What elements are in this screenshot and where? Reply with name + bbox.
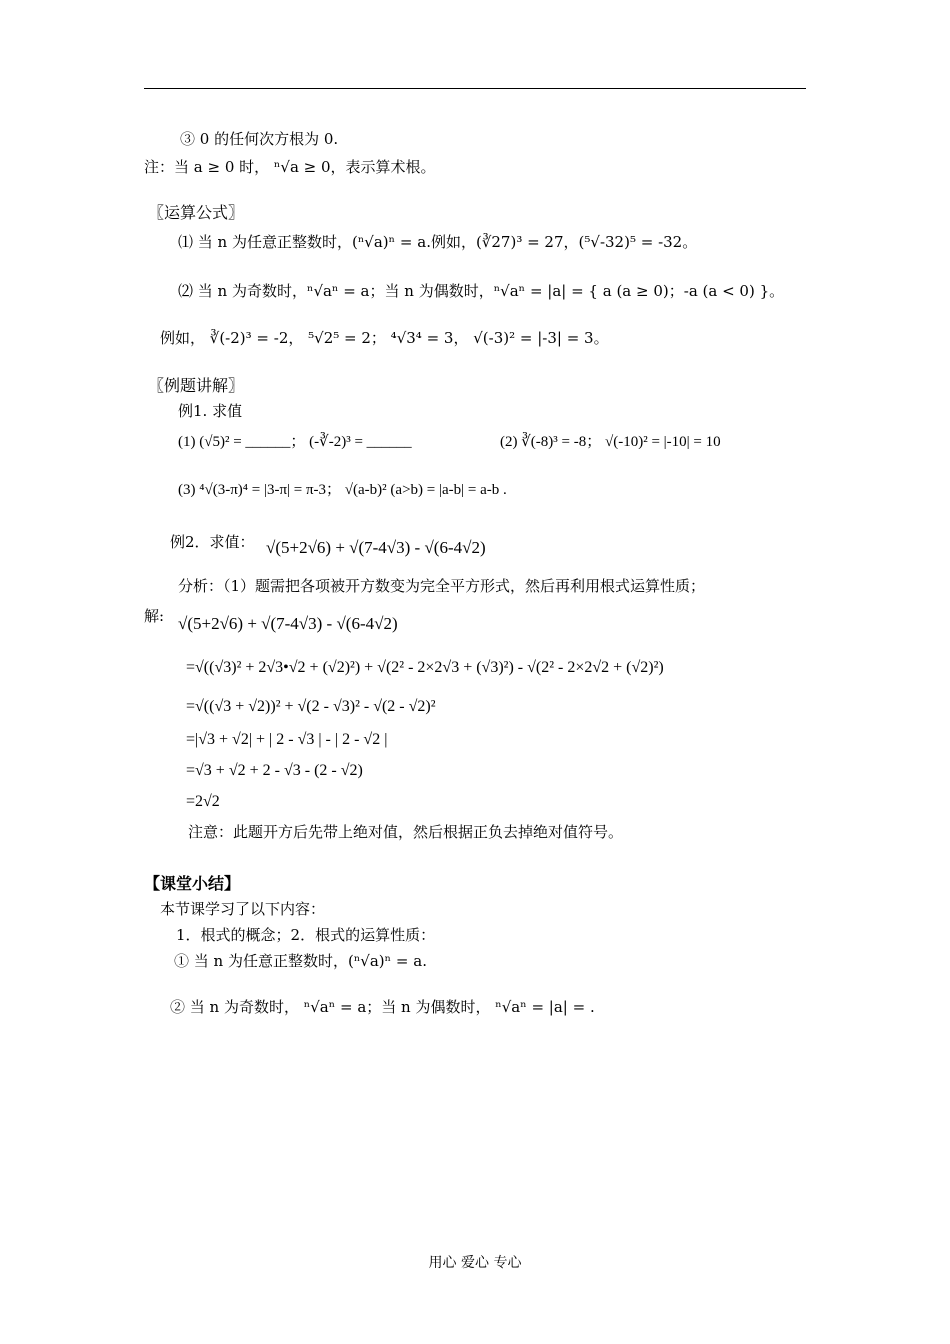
summary-rule-2: ② 当 n 为奇数时， ⁿ√aⁿ = a；当 n 为偶数时， ⁿ√aⁿ = |a| = . (170, 998, 595, 1016)
solution-step-1: =√((√3)² + 2√3•√2 + (√2)²) + √(2² - 2×2√3 + (√3)²) - √(2² - 2×2√2 + (√2)²) (186, 659, 664, 676)
line-zero-root: ③ 0 的任何次方根为 0. (180, 130, 339, 148)
line-note-arithmetic-root: 注：当 a ≥ 0 时， ⁿ√a ≥ 0，表示算术根。 (144, 158, 436, 176)
solution-step-5: =2√2 (186, 793, 220, 810)
heading-summary: 【课堂小结】 (144, 874, 241, 893)
summary-topics: 1．根式的概念；2．根式的运算性质： (176, 926, 436, 944)
note-text: 注意：此题开方后先带上绝对值，然后根据正负去掉绝对值符号。 (188, 823, 624, 841)
example-1-part-3: (3) ⁴√(3-π)⁴ = |3-π| = π-3； √(a-b)² (a>b) = |a-b| = a-b . (178, 482, 507, 498)
summary-rule-1: ① 当 n 为任意正整数时，(ⁿ√a)ⁿ = a. (174, 952, 427, 970)
formula-examples: 例如， ∛(-2)³ = -2， ⁵√2⁵ = 2； ⁴√3⁴ = 3， √(-3)² = |-3| = 3。 (160, 329, 609, 347)
example-1-part-2: (2) ∛(-8)³ = -8； √(-10)² = |-10| = 10 (500, 434, 721, 450)
formula-1: ⑴ 当 n 为任意正整数时，(ⁿ√a)ⁿ = a.例如，(∛27)³ = 27，(⁵√-32)⁵ = -32。 (178, 233, 698, 251)
summary-intro: 本节课学习了以下内容： (160, 900, 326, 918)
solution-label: 解: (144, 607, 165, 625)
header-rule (144, 88, 806, 89)
heading-examples: 〖例题讲解〗 (148, 376, 245, 395)
heading-formulas: 〖运算公式〗 (148, 203, 245, 222)
solution-step-3: =|√3 + √2| + | 2 - √3 | - | 2 - √2 | (186, 731, 388, 748)
page-footer: 用心 爱心 专心 (428, 1255, 522, 1271)
example-2-title: 例2．求值： (170, 533, 255, 551)
analysis-text: 分析：（1）题需把各项被开方数变为完全平方形式，然后再利用根式运算性质； (178, 577, 706, 595)
example-1-title: 例1. 求值 (178, 402, 243, 420)
formula-2: ⑵ 当 n 为奇数时，ⁿ√aⁿ = a；当 n 为偶数时，ⁿ√aⁿ = |a| = { a (a ≥ 0)；-a (a < 0) }。 (178, 282, 785, 300)
solution-step-2: =√((√3 + √2))² + √(2 - √3)² - √(2 - √2)² (186, 698, 436, 715)
solution-step-0: √(5+2√6) + √(7-4√3) - √(6-4√2) (178, 614, 398, 633)
solution-step-4: =√3 + √2 + 2 - √3 - (2 - √2) (186, 762, 363, 779)
example-1-part-1: (1) (√5)² = ______； (-∛-2)³ = ______ (178, 434, 412, 450)
example-2-expression: √(5+2√6) + √(7-4√3) - √(6-4√2) (266, 538, 486, 557)
